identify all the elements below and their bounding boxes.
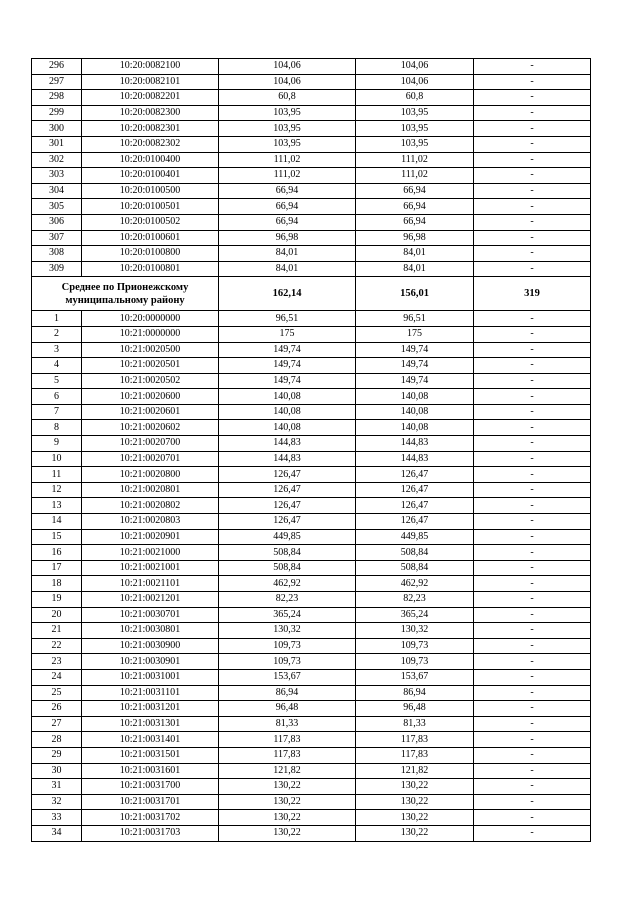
summary-label: Среднее по Прионежскому муниципальному району <box>32 277 219 311</box>
cadastral-quarter: 10:21:0020801 <box>82 482 219 498</box>
table-row <box>32 214 591 230</box>
row-number: 301 <box>32 136 82 152</box>
value-c: - <box>474 467 591 483</box>
cadastral-quarter: 10:21:0031703 <box>82 825 219 841</box>
cadastral-quarter: 10:21:0020502 <box>82 373 219 389</box>
table-row <box>32 654 591 670</box>
value-a: 144,83 <box>219 436 356 452</box>
value-c: - <box>474 810 591 826</box>
value-a: 140,08 <box>219 420 356 436</box>
row-number: 305 <box>32 199 82 215</box>
value-b: 140,08 <box>356 420 474 436</box>
value-c: - <box>474 261 591 277</box>
value-c: - <box>474 105 591 121</box>
value-a: 86,94 <box>219 685 356 701</box>
row-number: 32 <box>32 794 82 810</box>
row-number: 5 <box>32 373 82 389</box>
value-a: 117,83 <box>219 747 356 763</box>
row-number: 307 <box>32 230 82 246</box>
row-number: 21 <box>32 623 82 639</box>
cadastral-quarter: 10:21:0020901 <box>82 529 219 545</box>
value-c: - <box>474 436 591 452</box>
cadastral-quarter: 10:21:0031702 <box>82 810 219 826</box>
value-a: 508,84 <box>219 560 356 576</box>
table-row <box>32 451 591 467</box>
value-c: - <box>474 794 591 810</box>
table-row <box>32 825 591 841</box>
value-c: - <box>474 168 591 184</box>
cadastral-quarter: 10:21:0031001 <box>82 669 219 685</box>
table-row <box>32 794 591 810</box>
value-a: 126,47 <box>219 498 356 514</box>
row-number: 29 <box>32 747 82 763</box>
cadastral-quarter: 10:21:0031301 <box>82 716 219 732</box>
value-b: 111,02 <box>356 168 474 184</box>
value-a: 81,33 <box>219 716 356 732</box>
value-a: 149,74 <box>219 358 356 374</box>
value-a: 66,94 <box>219 183 356 199</box>
value-c: - <box>474 230 591 246</box>
value-a: 96,51 <box>219 311 356 327</box>
row-number: 26 <box>32 701 82 717</box>
cadastral-quarter: 10:21:0030901 <box>82 654 219 670</box>
cadastral-quarter: 10:21:0030701 <box>82 607 219 623</box>
cadastral-quarter: 10:20:0100502 <box>82 214 219 230</box>
value-c: - <box>474 136 591 152</box>
value-b: 175 <box>356 326 474 342</box>
value-c: - <box>474 576 591 592</box>
table-row <box>32 105 591 121</box>
value-b: 109,73 <box>356 654 474 670</box>
row-number: 22 <box>32 638 82 654</box>
value-b: 508,84 <box>356 560 474 576</box>
table-row <box>32 121 591 137</box>
value-c: - <box>474 685 591 701</box>
value-b: 449,85 <box>356 529 474 545</box>
row-number: 10 <box>32 451 82 467</box>
value-a: 104,06 <box>219 59 356 75</box>
value-c: - <box>474 183 591 199</box>
summary-value-1: 162,14 <box>219 277 356 311</box>
cadastral-value-table <box>31 58 591 842</box>
table-row <box>32 261 591 277</box>
value-b: 508,84 <box>356 545 474 561</box>
value-c: - <box>474 246 591 262</box>
cadastral-quarter: 10:21:0020600 <box>82 389 219 405</box>
value-a: 103,95 <box>219 121 356 137</box>
table-row <box>32 342 591 358</box>
table-row <box>32 701 591 717</box>
cadastral-quarter: 10:21:0020601 <box>82 404 219 420</box>
value-b: 126,47 <box>356 514 474 530</box>
cadastral-quarter: 10:20:0000000 <box>82 311 219 327</box>
value-c: - <box>474 152 591 168</box>
table-row <box>32 592 591 608</box>
table-row <box>32 482 591 498</box>
value-c: - <box>474 638 591 654</box>
value-c: - <box>474 121 591 137</box>
value-c: - <box>474 404 591 420</box>
value-b: 126,47 <box>356 467 474 483</box>
cadastral-quarter: 10:20:0100801 <box>82 261 219 277</box>
value-b: 149,74 <box>356 342 474 358</box>
cadastral-quarter: 10:21:0030801 <box>82 623 219 639</box>
value-c: - <box>474 825 591 841</box>
value-b: 96,48 <box>356 701 474 717</box>
table-row <box>32 607 591 623</box>
value-a: 449,85 <box>219 529 356 545</box>
table-row <box>32 358 591 374</box>
cadastral-quarter: 10:20:0082201 <box>82 90 219 106</box>
value-b: 130,32 <box>356 623 474 639</box>
value-a: 96,48 <box>219 701 356 717</box>
value-a: 130,22 <box>219 794 356 810</box>
value-b: 66,94 <box>356 214 474 230</box>
table-row <box>32 152 591 168</box>
row-number: 300 <box>32 121 82 137</box>
value-a: 130,22 <box>219 825 356 841</box>
value-a: 130,22 <box>219 779 356 795</box>
value-b: 104,06 <box>356 59 474 75</box>
table-row <box>32 747 591 763</box>
value-c: - <box>474 623 591 639</box>
cadastral-quarter: 10:20:0100800 <box>82 246 219 262</box>
value-b: 103,95 <box>356 121 474 137</box>
value-c: - <box>474 358 591 374</box>
value-b: 130,22 <box>356 794 474 810</box>
value-b: 130,22 <box>356 825 474 841</box>
cadastral-quarter: 10:20:0082302 <box>82 136 219 152</box>
cadastral-quarter: 10:21:0020501 <box>82 358 219 374</box>
value-c: - <box>474 747 591 763</box>
cadastral-quarter: 10:20:0100400 <box>82 152 219 168</box>
table-row <box>32 576 591 592</box>
cadastral-quarter: 10:21:0030900 <box>82 638 219 654</box>
cadastral-quarter: 10:21:0020800 <box>82 467 219 483</box>
table-row <box>32 779 591 795</box>
table-row <box>32 59 591 75</box>
cadastral-quarter: 10:21:0031700 <box>82 779 219 795</box>
row-number: 34 <box>32 825 82 841</box>
value-b: 130,22 <box>356 810 474 826</box>
value-a: 462,92 <box>219 576 356 592</box>
cadastral-quarter: 10:20:0100501 <box>82 199 219 215</box>
value-c: - <box>474 199 591 215</box>
summary-row <box>32 277 591 311</box>
row-number: 8 <box>32 420 82 436</box>
row-number: 296 <box>32 59 82 75</box>
table-body-before <box>32 59 591 277</box>
summary-value-3: 319 <box>474 277 591 311</box>
cadastral-quarter: 10:21:0031401 <box>82 732 219 748</box>
cadastral-quarter: 10:21:0020803 <box>82 514 219 530</box>
table-row <box>32 246 591 262</box>
cadastral-quarter: 10:21:0021101 <box>82 576 219 592</box>
value-c: - <box>474 732 591 748</box>
value-b: 140,08 <box>356 404 474 420</box>
value-a: 104,06 <box>219 74 356 90</box>
value-c: - <box>474 592 591 608</box>
table-row <box>32 136 591 152</box>
row-number: 308 <box>32 246 82 262</box>
table-row <box>32 230 591 246</box>
table-row <box>32 404 591 420</box>
cadastral-quarter: 10:21:0020802 <box>82 498 219 514</box>
row-number: 31 <box>32 779 82 795</box>
value-c: - <box>474 779 591 795</box>
row-number: 14 <box>32 514 82 530</box>
row-number: 24 <box>32 669 82 685</box>
table-row <box>32 74 591 90</box>
cadastral-quarter: 10:21:0020602 <box>82 420 219 436</box>
value-b: 60,8 <box>356 90 474 106</box>
table-row <box>32 732 591 748</box>
value-b: 66,94 <box>356 183 474 199</box>
value-b: 365,24 <box>356 607 474 623</box>
row-number: 303 <box>32 168 82 184</box>
value-a: 109,73 <box>219 654 356 670</box>
value-c: - <box>474 529 591 545</box>
value-c: - <box>474 74 591 90</box>
cadastral-quarter: 10:21:0031601 <box>82 763 219 779</box>
value-c: - <box>474 560 591 576</box>
table-row <box>32 183 591 199</box>
row-number: 33 <box>32 810 82 826</box>
value-a: 103,95 <box>219 105 356 121</box>
row-number: 9 <box>32 436 82 452</box>
value-c: - <box>474 763 591 779</box>
cadastral-quarter: 10:21:0021201 <box>82 592 219 608</box>
value-b: 103,95 <box>356 136 474 152</box>
table-row <box>32 560 591 576</box>
row-number: 11 <box>32 467 82 483</box>
row-number: 302 <box>32 152 82 168</box>
row-number: 27 <box>32 716 82 732</box>
value-a: 126,47 <box>219 482 356 498</box>
value-a: 121,82 <box>219 763 356 779</box>
value-a: 103,95 <box>219 136 356 152</box>
value-b: 117,83 <box>356 732 474 748</box>
row-number: 30 <box>32 763 82 779</box>
value-a: 109,73 <box>219 638 356 654</box>
table-row <box>32 669 591 685</box>
table-row <box>32 199 591 215</box>
value-a: 365,24 <box>219 607 356 623</box>
value-b: 126,47 <box>356 498 474 514</box>
value-c: - <box>474 389 591 405</box>
value-c: - <box>474 482 591 498</box>
row-number: 1 <box>32 311 82 327</box>
table-row <box>32 498 591 514</box>
row-number: 28 <box>32 732 82 748</box>
cadastral-quarter: 10:20:0100500 <box>82 183 219 199</box>
table-row <box>32 420 591 436</box>
value-a: 140,08 <box>219 404 356 420</box>
summary-value-2: 156,01 <box>356 277 474 311</box>
value-a: 153,67 <box>219 669 356 685</box>
cadastral-quarter: 10:21:0020701 <box>82 451 219 467</box>
value-c: - <box>474 326 591 342</box>
value-c: - <box>474 342 591 358</box>
value-a: 126,47 <box>219 514 356 530</box>
table-row <box>32 311 591 327</box>
row-number: 6 <box>32 389 82 405</box>
value-c: - <box>474 716 591 732</box>
table-row <box>32 168 591 184</box>
row-number: 7 <box>32 404 82 420</box>
value-b: 130,22 <box>356 779 474 795</box>
row-number: 12 <box>32 482 82 498</box>
value-b: 84,01 <box>356 246 474 262</box>
value-a: 508,84 <box>219 545 356 561</box>
value-b: 66,94 <box>356 199 474 215</box>
cadastral-quarter: 10:21:0021001 <box>82 560 219 576</box>
value-a: 96,98 <box>219 230 356 246</box>
cadastral-quarter: 10:20:0100601 <box>82 230 219 246</box>
value-b: 103,95 <box>356 105 474 121</box>
cadastral-quarter: 10:21:0020500 <box>82 342 219 358</box>
value-b: 149,74 <box>356 358 474 374</box>
cadastral-quarter: 10:21:0000000 <box>82 326 219 342</box>
value-c: - <box>474 654 591 670</box>
row-number: 299 <box>32 105 82 121</box>
row-number: 304 <box>32 183 82 199</box>
row-number: 20 <box>32 607 82 623</box>
value-b: 149,74 <box>356 373 474 389</box>
value-a: 84,01 <box>219 261 356 277</box>
value-a: 130,22 <box>219 810 356 826</box>
table-row <box>32 514 591 530</box>
cadastral-quarter: 10:20:0082100 <box>82 59 219 75</box>
value-b: 104,06 <box>356 74 474 90</box>
value-b: 140,08 <box>356 389 474 405</box>
value-b: 109,73 <box>356 638 474 654</box>
value-c: - <box>474 545 591 561</box>
value-b: 84,01 <box>356 261 474 277</box>
cadastral-quarter: 10:21:0031501 <box>82 747 219 763</box>
value-a: 140,08 <box>219 389 356 405</box>
cadastral-quarter: 10:20:0082301 <box>82 121 219 137</box>
document-page <box>31 58 590 842</box>
table-row <box>32 716 591 732</box>
value-b: 81,33 <box>356 716 474 732</box>
row-number: 16 <box>32 545 82 561</box>
row-number: 15 <box>32 529 82 545</box>
value-c: - <box>474 59 591 75</box>
value-b: 111,02 <box>356 152 474 168</box>
value-c: - <box>474 498 591 514</box>
value-c: - <box>474 607 591 623</box>
value-a: 130,32 <box>219 623 356 639</box>
row-number: 19 <box>32 592 82 608</box>
table-row <box>32 389 591 405</box>
table-row <box>32 436 591 452</box>
value-a: 82,23 <box>219 592 356 608</box>
value-a: 111,02 <box>219 152 356 168</box>
value-a: 84,01 <box>219 246 356 262</box>
value-a: 111,02 <box>219 168 356 184</box>
value-b: 117,83 <box>356 747 474 763</box>
row-number: 17 <box>32 560 82 576</box>
cadastral-quarter: 10:21:0021000 <box>82 545 219 561</box>
table-row <box>32 810 591 826</box>
cadastral-quarter: 10:20:0082101 <box>82 74 219 90</box>
value-b: 144,83 <box>356 436 474 452</box>
value-c: - <box>474 373 591 389</box>
value-a: 175 <box>219 326 356 342</box>
value-b: 82,23 <box>356 592 474 608</box>
value-c: - <box>474 214 591 230</box>
row-number: 3 <box>32 342 82 358</box>
value-a: 66,94 <box>219 214 356 230</box>
row-number: 4 <box>32 358 82 374</box>
row-number: 297 <box>32 74 82 90</box>
value-c: - <box>474 420 591 436</box>
row-number: 306 <box>32 214 82 230</box>
value-b: 153,67 <box>356 669 474 685</box>
table-row <box>32 529 591 545</box>
value-a: 126,47 <box>219 467 356 483</box>
table-row <box>32 373 591 389</box>
value-a: 60,8 <box>219 90 356 106</box>
value-a: 66,94 <box>219 199 356 215</box>
value-b: 86,94 <box>356 685 474 701</box>
value-c: - <box>474 669 591 685</box>
row-number: 18 <box>32 576 82 592</box>
row-number: 23 <box>32 654 82 670</box>
table-row <box>32 763 591 779</box>
row-number: 298 <box>32 90 82 106</box>
value-c: - <box>474 451 591 467</box>
table-body-after <box>32 311 591 841</box>
row-number: 25 <box>32 685 82 701</box>
table-row <box>32 685 591 701</box>
value-a: 144,83 <box>219 451 356 467</box>
table-row <box>32 326 591 342</box>
value-c: - <box>474 701 591 717</box>
row-number: 309 <box>32 261 82 277</box>
value-a: 149,74 <box>219 342 356 358</box>
cadastral-quarter: 10:21:0031201 <box>82 701 219 717</box>
cadastral-quarter: 10:21:0020700 <box>82 436 219 452</box>
cadastral-quarter: 10:21:0031101 <box>82 685 219 701</box>
value-b: 121,82 <box>356 763 474 779</box>
table-row <box>32 545 591 561</box>
cadastral-quarter: 10:21:0031701 <box>82 794 219 810</box>
value-b: 144,83 <box>356 451 474 467</box>
value-c: - <box>474 90 591 106</box>
value-b: 126,47 <box>356 482 474 498</box>
table-row <box>32 623 591 639</box>
table-row <box>32 90 591 106</box>
row-number: 2 <box>32 326 82 342</box>
cadastral-quarter: 10:20:0100401 <box>82 168 219 184</box>
row-number: 13 <box>32 498 82 514</box>
summary-section <box>32 277 591 311</box>
value-a: 117,83 <box>219 732 356 748</box>
value-c: - <box>474 514 591 530</box>
value-b: 96,51 <box>356 311 474 327</box>
value-a: 149,74 <box>219 373 356 389</box>
table-row <box>32 467 591 483</box>
cadastral-quarter: 10:20:0082300 <box>82 105 219 121</box>
value-b: 462,92 <box>356 576 474 592</box>
value-b: 96,98 <box>356 230 474 246</box>
table-row <box>32 638 591 654</box>
value-c: - <box>474 311 591 327</box>
